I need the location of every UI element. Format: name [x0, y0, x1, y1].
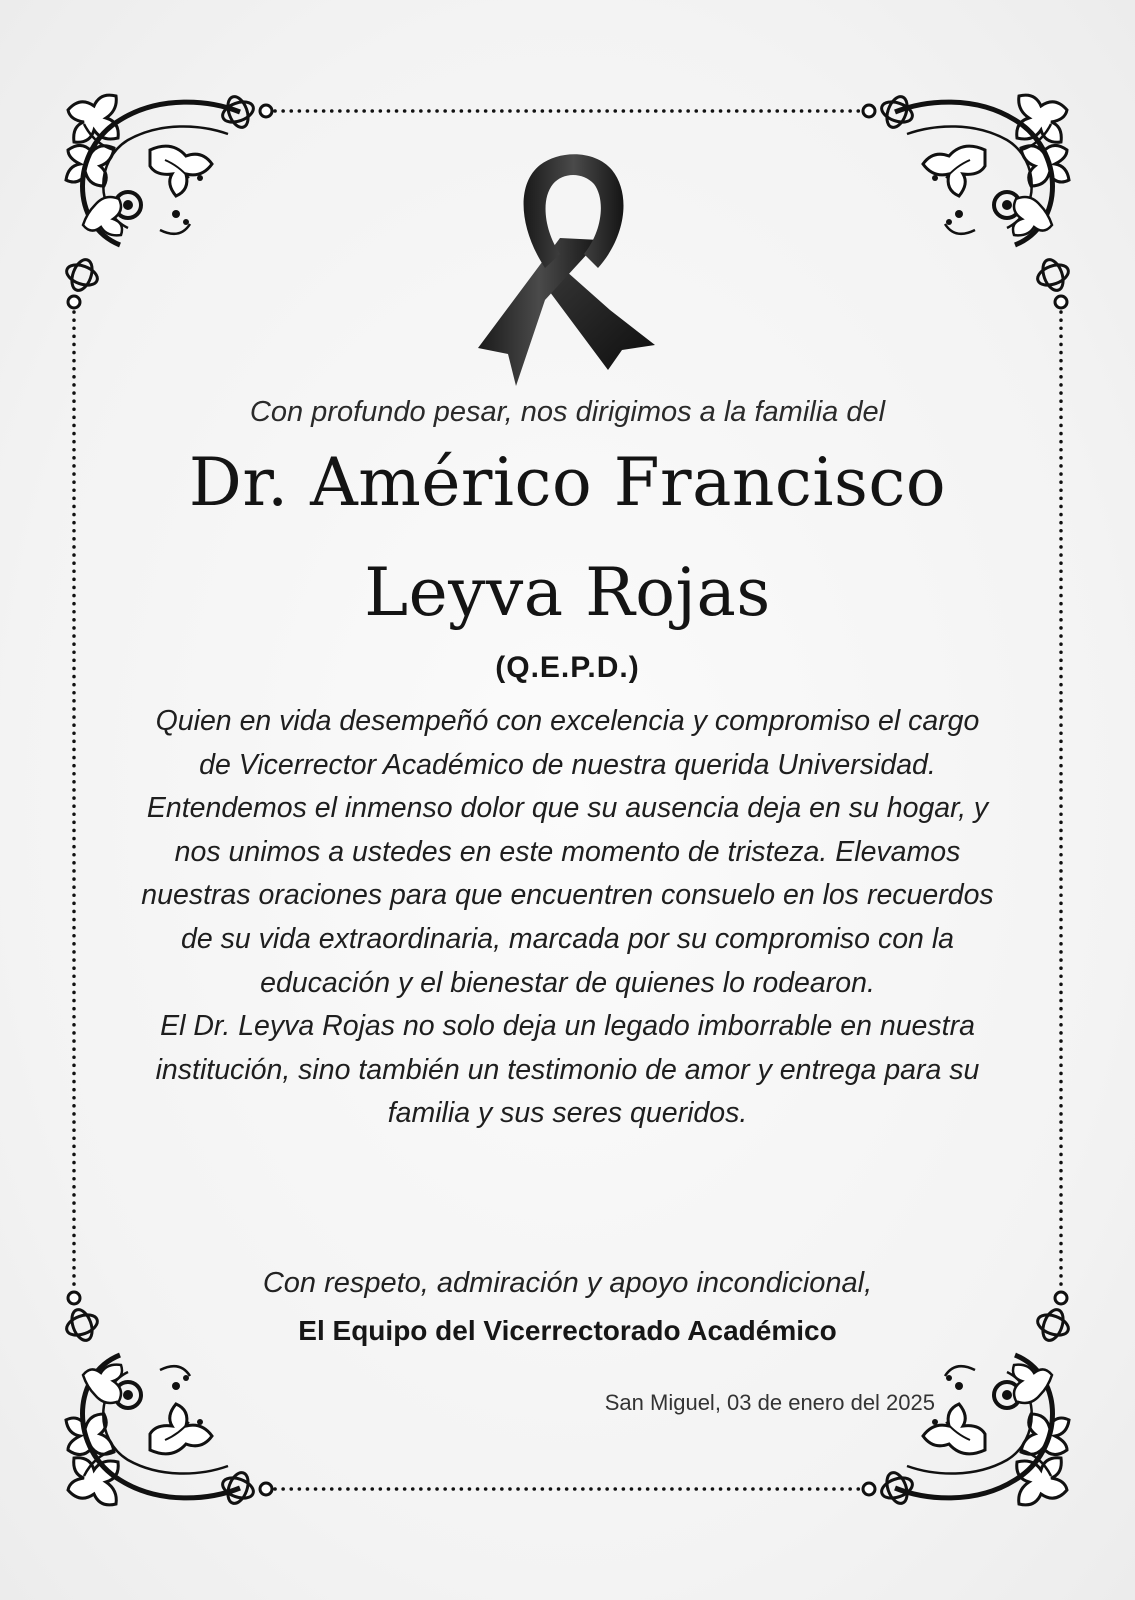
condolence-body: [140, 700, 995, 1136]
mourning-ribbon-icon: [478, 154, 655, 386]
signature: El Equipo del Vicerrectorado Académico: [298, 1315, 837, 1346]
intro-text: Con profundo pesar, nos dirigimos a la familia del: [249, 396, 886, 428]
body-paragraph-1: Quien en vida desempeñó con excelencia y compromiso el cargo de Vicerrector Académico de nuestra querida Universidad.: [155, 705, 980, 781]
date-line: San Miguel, 03 de enero del 2025: [604, 1390, 935, 1415]
closing-text: Con respeto, admiración y apoyo incondicional,: [262, 1267, 873, 1299]
qepd-label: (Q.E.P.D.): [495, 651, 640, 684]
body-paragraph-2: Entendemos el inmenso dolor que su ausencia deja en su hogar, y nos unimos a ustedes en este momento de tristeza. Elevamos nuestras oraciones para que encuentren consuelo en los recuerdos de su vida extraordinaria, marcada por su compromiso con la educación y el bienestar de quienes lo rodearon.: [141, 792, 994, 999]
deceased-name-line2: Leyva Rojas: [364, 554, 771, 631]
deceased-name-line1: Dr. Américo Francisco: [188, 444, 947, 521]
body-paragraph-3: El Dr. Leyva Rojas no solo deja un legado imborrable en nuestra institución, sino también un testimonio de amor y entrega para su familia y sus seres queridos.: [155, 1010, 980, 1130]
